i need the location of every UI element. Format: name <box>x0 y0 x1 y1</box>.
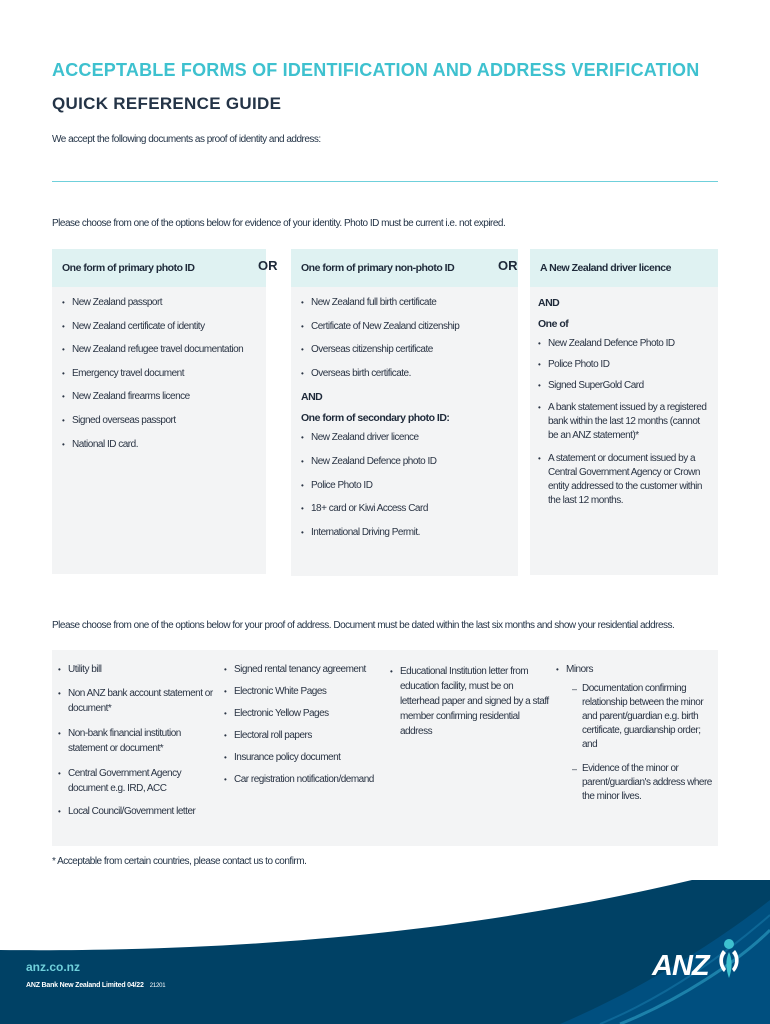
list-item: • New Zealand full birth certificate <box>301 297 510 309</box>
list-item: • Overseas birth certificate. <box>301 368 510 380</box>
list-item: • New Zealand driver licence <box>301 432 510 444</box>
footnote: * Acceptable from certain countries, please contact us to confirm. <box>52 856 307 867</box>
list-item: • New Zealand Defence Photo ID <box>538 338 710 350</box>
sub-list-item: – Documentation confirming relationship between the minor and parent/guardian e.g. birth certificate, guardianship order; and <box>576 682 716 752</box>
list-item: • New Zealand passport <box>62 297 258 309</box>
list-item: • New Zealand firearms licence <box>62 391 258 403</box>
primary-non-photo-list <box>301 297 510 380</box>
list-item: • Electoral roll papers <box>224 730 382 742</box>
list-item: • New Zealand refugee travel documentation <box>62 344 258 356</box>
address-intro: Please choose from one of the options below for your proof of address. Document must be dated within the last six months and show your residential address. <box>52 620 675 631</box>
anz-logo <box>652 936 748 986</box>
list-item: • Police Photo ID <box>538 359 710 371</box>
or-separator: OR <box>498 258 518 273</box>
secondary-photo-list <box>301 432 510 538</box>
primary-non-photo-heading: One form of primary non-photo ID <box>291 249 518 287</box>
primary-non-photo-column <box>291 249 518 576</box>
list-item: • Signed rental tenancy agreement <box>224 664 382 676</box>
footer <box>0 880 770 1024</box>
one-of-label: One of <box>538 318 569 330</box>
document-subtitle: QUICK REFERENCE GUIDE <box>52 94 282 113</box>
primary-photo-heading: One form of primary photo ID <box>52 249 266 287</box>
list-item: • Insurance policy document <box>224 752 382 764</box>
anz-people-icon <box>712 936 746 982</box>
list-item-minors <box>556 664 716 804</box>
list-item: • Utility bill <box>58 664 216 676</box>
driver-licence-heading: A New Zealand driver licence <box>530 249 718 287</box>
list-item: • Electronic White Pages <box>224 686 382 698</box>
list-item: • Police Photo ID <box>301 480 510 492</box>
address-column-1 <box>58 664 216 828</box>
identity-intro: Please choose from one of the options below for evidence of your identity. Photo ID must be current i.e. not expired. <box>52 218 506 229</box>
address-list <box>556 664 716 804</box>
address-column-4 <box>556 664 716 814</box>
document-title: ACCEPTABLE FORMS OF IDENTIFICATION AND ADDRESS VERIFICATION <box>52 60 700 80</box>
list-item: • Overseas citizenship certificate <box>301 344 510 356</box>
list-item: • 18+ card or Kiwi Access Card <box>301 503 510 515</box>
address-column-2 <box>224 664 382 796</box>
list-item: • New Zealand certificate of identity <box>62 321 258 333</box>
secondary-photo-heading: One form of secondary photo ID: <box>301 412 450 425</box>
list-item: • A statement or document issued by a Central Government Agency or Crown entity addressed to the customer within the last 12 months. <box>538 452 710 508</box>
list-item: • Emergency travel document <box>62 368 258 380</box>
minors-label: Minors <box>566 664 594 675</box>
address-panel <box>52 650 718 846</box>
address-list <box>390 664 550 739</box>
primary-photo-list <box>62 297 258 451</box>
address-list <box>224 664 382 786</box>
legal-text: ANZ Bank New Zealand Limited 04/22 <box>26 982 144 989</box>
logo-text: ANZ <box>652 950 709 982</box>
address-list <box>58 664 216 818</box>
list-item: • National ID card. <box>62 439 258 451</box>
and-label: AND <box>301 391 323 404</box>
list-item: • Electronic Yellow Pages <box>224 708 382 720</box>
primary-photo-panel <box>52 287 266 574</box>
primary-non-photo-panel <box>291 287 518 576</box>
list-item: • Local Council/Government letter <box>58 806 216 818</box>
intro-text: We accept the following documents as proof of identity and address: <box>52 134 321 145</box>
list-item: • Non-bank financial institution statement or document* <box>58 726 216 756</box>
document-code: 21201 <box>149 983 166 989</box>
list-item: • Educational Institution letter from education facility, must be on letterhead paper and signed by a staff member confirming residential address <box>390 664 550 739</box>
footer-legal <box>26 982 165 989</box>
list-item: • Central Government Agency document e.g. IRD, ACC <box>58 766 216 796</box>
list-item: • Signed overseas passport <box>62 415 258 427</box>
list-item: • Non ANZ bank account statement or document* <box>58 686 216 716</box>
list-item: • International Driving Permit. <box>301 527 510 539</box>
driver-licence-list <box>538 338 710 508</box>
footer-url-link[interactable]: anz.co.nz <box>26 960 81 974</box>
sub-list-item: – Evidence of the minor or parent/guardian's address where the minor lives. <box>576 762 716 804</box>
or-separator: OR <box>258 258 278 273</box>
minors-sub-list <box>576 682 716 804</box>
divider <box>52 181 718 182</box>
driver-licence-panel <box>530 287 718 575</box>
list-item: • Signed SuperGold Card <box>538 380 710 392</box>
and-label: AND <box>538 297 560 309</box>
list-item: • Car registration notification/demand <box>224 774 382 786</box>
list-item: • New Zealand Defence photo ID <box>301 456 510 468</box>
list-item: • Certificate of New Zealand citizenship <box>301 321 510 333</box>
address-column-3 <box>390 664 550 749</box>
primary-photo-column <box>52 249 266 574</box>
list-item: • A bank statement issued by a registered bank within the last 12 months (cannot be an ANZ statement)* <box>538 401 710 443</box>
driver-licence-column <box>530 249 718 575</box>
